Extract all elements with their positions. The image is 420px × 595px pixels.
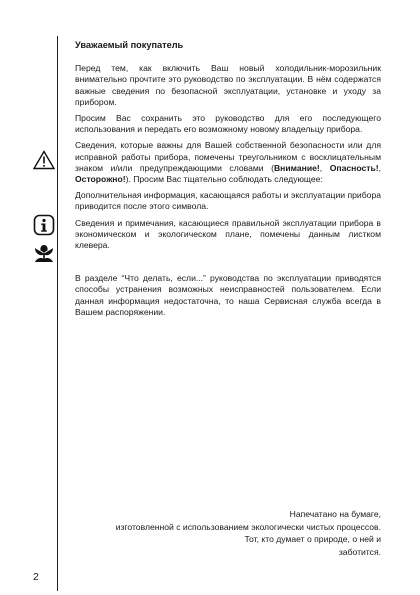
- footer-line: Напечатано на бумаге,: [289, 509, 381, 519]
- warning-separator: ,: [319, 162, 330, 173]
- warning-separator: ,: [378, 162, 381, 173]
- footer-line: заботится.: [338, 546, 381, 557]
- footer-line: Тот, кто думает о природе, о ней и: [244, 534, 381, 545]
- info-paragraph: Дополнительная информация, касающаяся работы и эксплуатации прибора приводится после этого символа.: [75, 190, 381, 212]
- document-body: [75, 38, 381, 323]
- page-heading: Уважаемый покупатель: [75, 40, 184, 50]
- page-number: 2: [33, 571, 39, 583]
- intro-paragraph: Перед тем, как включить Ваш новый холодильник-морозильник внимательно прочтите это руководство по эксплуатации. В нём содержатся важные сведения по безопасной эксплуатации, установке и уходу за прибором.: [75, 63, 381, 107]
- eco-paper-note: [61, 508, 381, 558]
- warning-text-end: ). Просим Вас тщательно соблюдать следующее:: [125, 174, 323, 185]
- keep-manual-paragraph: Просим Вас сохранить это руководство для его последующего использования и передать его возможному новому владельцу прибора.: [75, 113, 381, 135]
- margin-rule: [57, 36, 58, 591]
- warning-paragraph: [75, 140, 381, 185]
- warning-word-caution: Осторожно!: [75, 174, 126, 185]
- clover-leaf-icon: [33, 242, 55, 264]
- warning-text: Сведения, которые важны для Вашей собственной безопасности или для исправной работы прибора, помечены треугольником с восклицательным знаком и/или предупреждающими словами (: [75, 140, 381, 173]
- warning-word-attention: Внимание!: [273, 162, 320, 173]
- warning-word-danger: Опасность!: [329, 162, 379, 173]
- eco-paragraph: Сведения и примечания, касающиеся правильной эксплуатации прибора в экономическом и экологическом плане, помечены данным листком клевера.: [75, 217, 381, 251]
- info-icon: [33, 214, 55, 236]
- troubleshooting-paragraph: В разделе “Что делать, если...” руководства по эксплуатации приводятся способы устранения возможных неисправностей пользователем. Если данная информация недостаточна, то наша Сервисная служба всегда в Вашем распоряжении.: [75, 273, 381, 317]
- warning-triangle-icon: [33, 150, 55, 170]
- footer-line: изготовленной с использованием экологически чистых процессов.: [115, 521, 381, 532]
